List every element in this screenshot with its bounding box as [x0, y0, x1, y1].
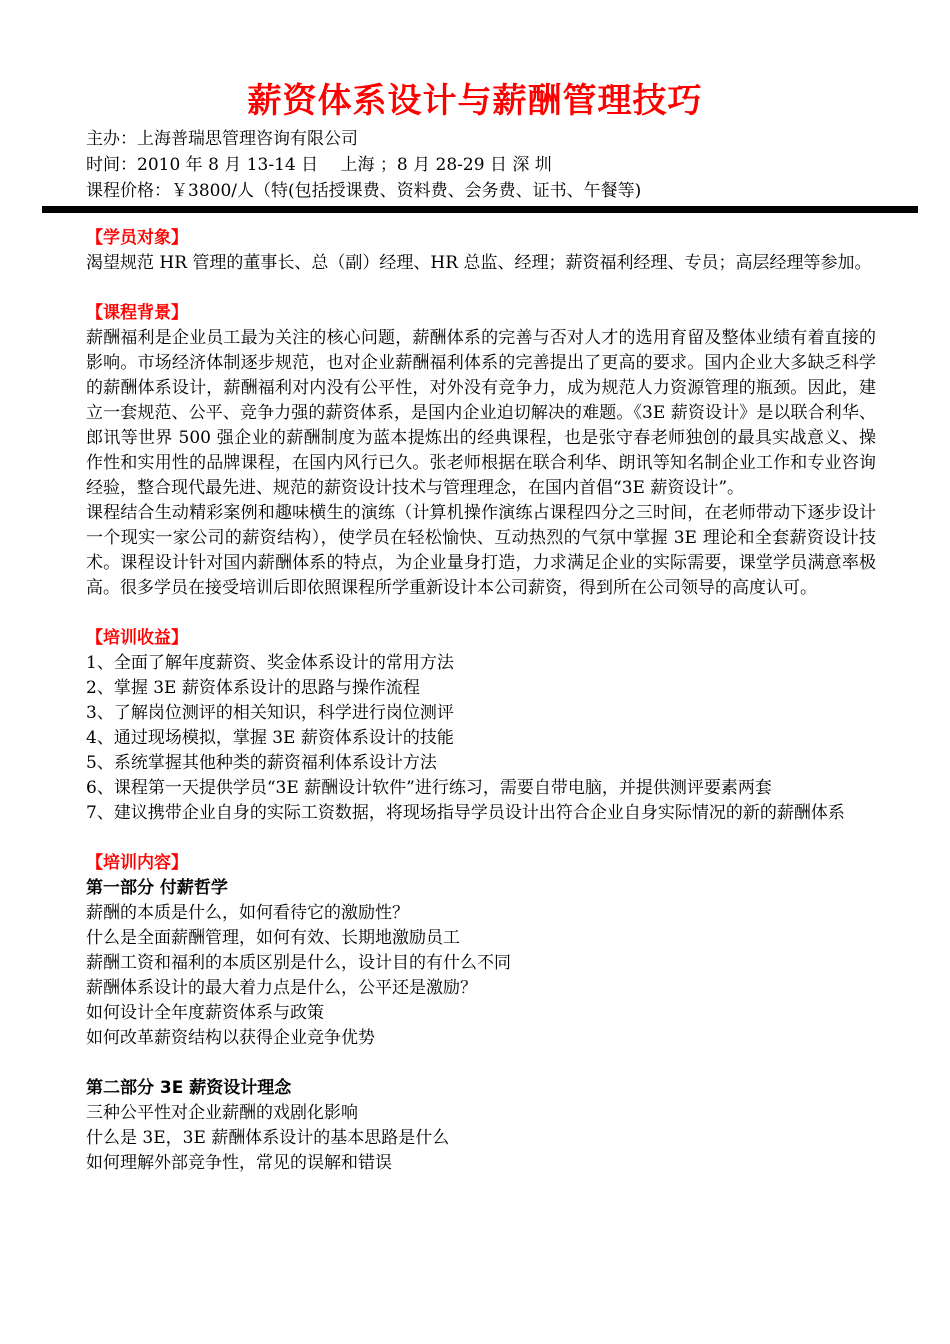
document-body	[86, 226, 876, 1176]
content-section	[86, 851, 876, 1176]
part-one-item: 薪酬体系设计的最大着力点是什么，公平还是激励？	[86, 978, 477, 998]
background-section	[86, 301, 876, 601]
benefit-item: 5、系统掌握其他种类的薪资福利体系设计方法	[86, 753, 437, 773]
benefit-item: 4、通过现场模拟，掌握 3E 薪资体系设计的技能	[86, 728, 454, 748]
benefit-item: 2、掌握 3E 薪资体系设计的思路与操作流程	[86, 678, 420, 698]
part-one-item: 如何改革薪资结构以获得企业竞争优势	[86, 1028, 375, 1048]
content-heading: 【培训内容】	[86, 853, 188, 873]
background-paragraph: 课程结合生动精彩案例和趣味横生的演练（计算机操作演练占课程四分之三时间，在老师带动下逐步设计一个现实一家公司的薪资结构），使学员在轻松愉快、互动热烈的气氛中掌握 3E 理论和全套薪资设计技术。课程设计针对国内薪酬体系的特点，为企业量身打造，力求满足企业的实际需要，课堂学员满意率极高。很多学员在接受培训后即依照课程所学重新设计本公司薪资，得到所在公司领导的高度认可。	[86, 503, 876, 598]
background-heading: 【课程背景】	[86, 303, 188, 323]
part-two-item: 三种公平性对企业薪酬的戏剧化影响	[86, 1103, 358, 1123]
part-one-item: 什么是全面薪酬管理，如何有效、长期地激励员工	[86, 928, 460, 948]
part-two-heading: 第二部分 3E 薪资设计理念	[86, 1078, 292, 1098]
part-one-item: 如何设计全年度薪资体系与政策	[86, 1003, 324, 1023]
benefit-item: 3、了解岗位测评的相关知识，科学进行岗位测评	[86, 703, 454, 723]
audience-section	[86, 226, 876, 276]
header-divider	[42, 206, 918, 213]
benefits-section	[86, 626, 876, 826]
audience-text: 渴望规范 HR 管理的董事长、总（副）经理、HR 总监、经理；薪资福利经理、专员；高层经理等参加。	[86, 253, 872, 273]
part-one-heading: 第一部分 付薪哲学	[86, 878, 228, 898]
benefit-item: 6、课程第一天提供学员“3E 薪酬设计软件”进行练习，需要自带电脑，并提供测评要素两套	[86, 778, 772, 798]
organizer-line: 主办：上海普瑞思管理咨询有限公司	[86, 129, 358, 149]
background-paragraph: 薪酬福利是企业员工最为关注的核心问题，薪酬体系的完善与否对人才的选用育留及整体业绩有着直接的影响。市场经济体制逐步规范，也对企业薪酬福利体系的完善提出了更高的要求。国内企业大多缺乏科学的薪酬体系设计，薪酬福利对内没有公平性，对外没有竞争力，成为规范人力资源管理的瓶颈。因此，建立一套规范、公平、竞争力强的薪资体系，是国内企业迫切解决的难题。《3E 薪资设计》是以联合利华、郎讯等世界 500 强企业的薪酬制度为蓝本提炼出的经典课程，也是张守春老师独创的最具实战意义、操作性和实用性的品牌课程，在国内风行已久。张老师根据在联合利华、朗讯等知名制企业工作和专业咨询经验，整合现代最先进、规范的薪资设计技术与管理理念，在国内首倡“3E 薪资设计”。	[86, 328, 876, 498]
benefit-item: 1、全面了解年度薪资、奖金体系设计的常用方法	[86, 653, 454, 673]
time-line: 时间：2010 年 8 月 13-14 日 上海 ；8 月 28-29 日 深 圳	[86, 155, 552, 175]
part-two-item: 如何理解外部竞争性，常见的误解和错误	[86, 1153, 392, 1173]
part-two-item: 什么是 3E，3E 薪酬体系设计的基本思路是什么	[86, 1128, 450, 1148]
benefit-item: 7、建议携带企业自身的实际工资数据，将现场指导学员设计出符合企业自身实际情况的新的薪酬体系	[86, 803, 845, 823]
audience-heading: 【学员对象】	[86, 228, 188, 248]
part-one-item: 薪酬的本质是什么，如何看待它的激励性？	[86, 903, 409, 923]
course-header	[86, 126, 906, 204]
page-title: 薪资体系设计与薪酬管理技巧	[247, 81, 703, 121]
price-line: 课程价格：￥3800/人（特(包括授课费、资料费、会务费、证书、午餐等)	[86, 181, 642, 201]
benefits-heading: 【培训收益】	[86, 628, 188, 648]
part-one-item: 薪酬工资和福利的本质区别是什么，设计目的有什么不同	[86, 953, 511, 973]
